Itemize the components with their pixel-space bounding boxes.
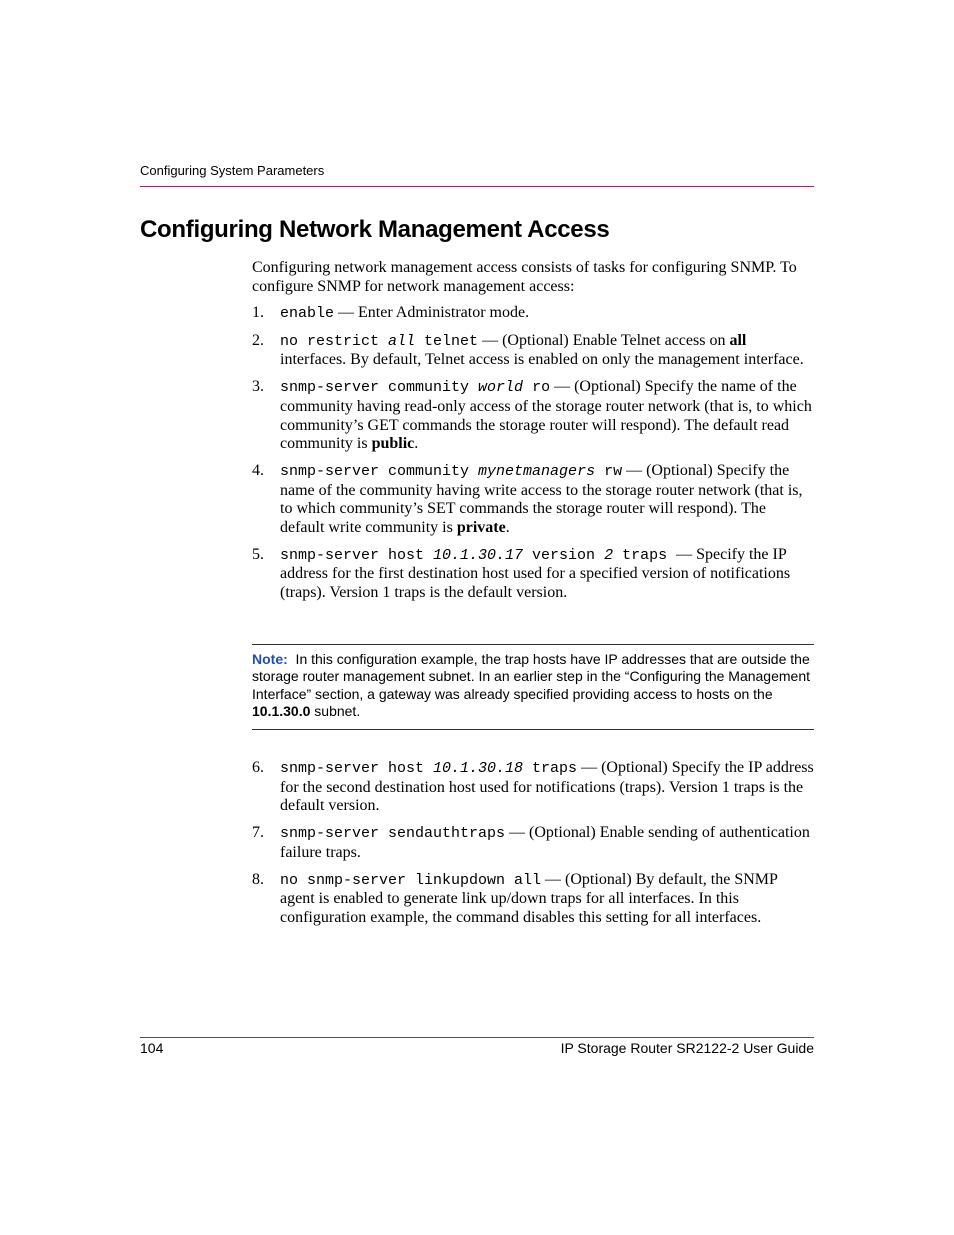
command-argument: 10.1.30.17 [433, 546, 524, 564]
command: rw [595, 462, 623, 480]
step-text: — (Optional) Specify the IP address for the second destination host used for notifications (traps). Version 1 traps is the default version. [280, 759, 814, 815]
command: traps [523, 760, 578, 777]
command: snmp-server sendauthtraps [280, 825, 506, 843]
command: snmp-server host [280, 760, 434, 777]
page-number: 104 [140, 1040, 164, 1056]
command: snmp-server host [280, 546, 434, 564]
step-number: 8. [252, 870, 264, 888]
command: ro [523, 379, 551, 397]
step-number: 3. [252, 378, 264, 396]
intro-paragraph: Configuring network management access consists of tasks for configuring SNMP. To configure SNMP for network management access: [252, 259, 797, 295]
section-title: Configuring Network Management Access [140, 216, 610, 243]
command: snmp-server community [280, 379, 479, 397]
command-argument: 10.1.30.18 [433, 760, 524, 777]
step-2 [252, 332, 814, 370]
step-6 [252, 759, 814, 816]
emphasis: all [729, 331, 747, 349]
step-text: — (Optional) Enable sending of authentication failure traps. [280, 824, 810, 861]
step-text: — (Optional) Enable Telnet access on [478, 331, 730, 349]
note-box [252, 644, 814, 730]
step-text: — (Optional) Specify the name of the community having write access to the storage router network (that is, to which community’s SET commands the storage router will respond). The default write community is [280, 461, 803, 537]
step-number: 6. [252, 759, 264, 776]
command: traps [613, 546, 677, 564]
note-label: Note: [252, 651, 288, 667]
header-rule [140, 186, 814, 187]
step-text: interfaces. By default, Telnet access is enabled on only the management interface. [280, 351, 804, 369]
command: version [523, 546, 605, 564]
guide-title: IP Storage Router SR2122-2 User Guide [560, 1040, 814, 1056]
note-text: subnet. [310, 703, 361, 720]
step-7 [252, 824, 814, 862]
step-8 [252, 871, 814, 928]
command-argument: mynetmanagers [478, 462, 596, 480]
emphasis: public [371, 435, 415, 453]
step-number: 4. [252, 461, 264, 479]
step-text: — (Optional) By default, the SNMP agent is enabled to generate link up/down traps for all interfaces. In this configuration example, the command disables this setting for all interfaces. [280, 870, 778, 926]
command-argument: world [478, 379, 524, 397]
step-text: — Specify the IP address for the first destination host used for a specified version of notifications (traps). Version 1 traps is the default version. [280, 545, 791, 602]
step-number: 7. [252, 824, 264, 842]
note-text: In this configuration example, the trap hosts have IP addresses that are outside the storage router management subnet. In an earlier step in the “Configuring the Management Interface” section, a gateway was already specified providing access to hosts on the [252, 651, 814, 702]
step-number: 1. [252, 304, 264, 321]
step-text: — (Optional) Specify the name of the community having read-only access of the storage router network (that is, to which community’s GET commands the storage router will respond). The default read community is [280, 378, 812, 453]
note-emphasis: 10.1.30.0 [252, 703, 311, 720]
command: no snmp-server linkupdown all [280, 871, 542, 889]
steps-list-second [252, 759, 814, 936]
command: enable [280, 305, 335, 322]
command: no restrict [280, 332, 389, 350]
step-number: 5. [252, 545, 264, 563]
command-argument: 2 [604, 546, 614, 564]
steps-list-first [252, 304, 814, 611]
step-text: — Enter Administrator mode. [334, 304, 530, 321]
step-text: . [505, 519, 510, 537]
step-text: . [414, 435, 419, 453]
command-argument: all [388, 332, 416, 350]
footer-rule [140, 1037, 814, 1038]
command: snmp-server community [280, 462, 479, 480]
step-3 [252, 378, 814, 454]
step-1 [252, 304, 814, 324]
command: telnet [415, 332, 479, 350]
running-head: Configuring System Parameters [140, 163, 325, 178]
step-5 [252, 546, 814, 603]
step-4 [252, 462, 814, 538]
step-number: 2. [252, 331, 264, 349]
emphasis: private [456, 519, 506, 537]
